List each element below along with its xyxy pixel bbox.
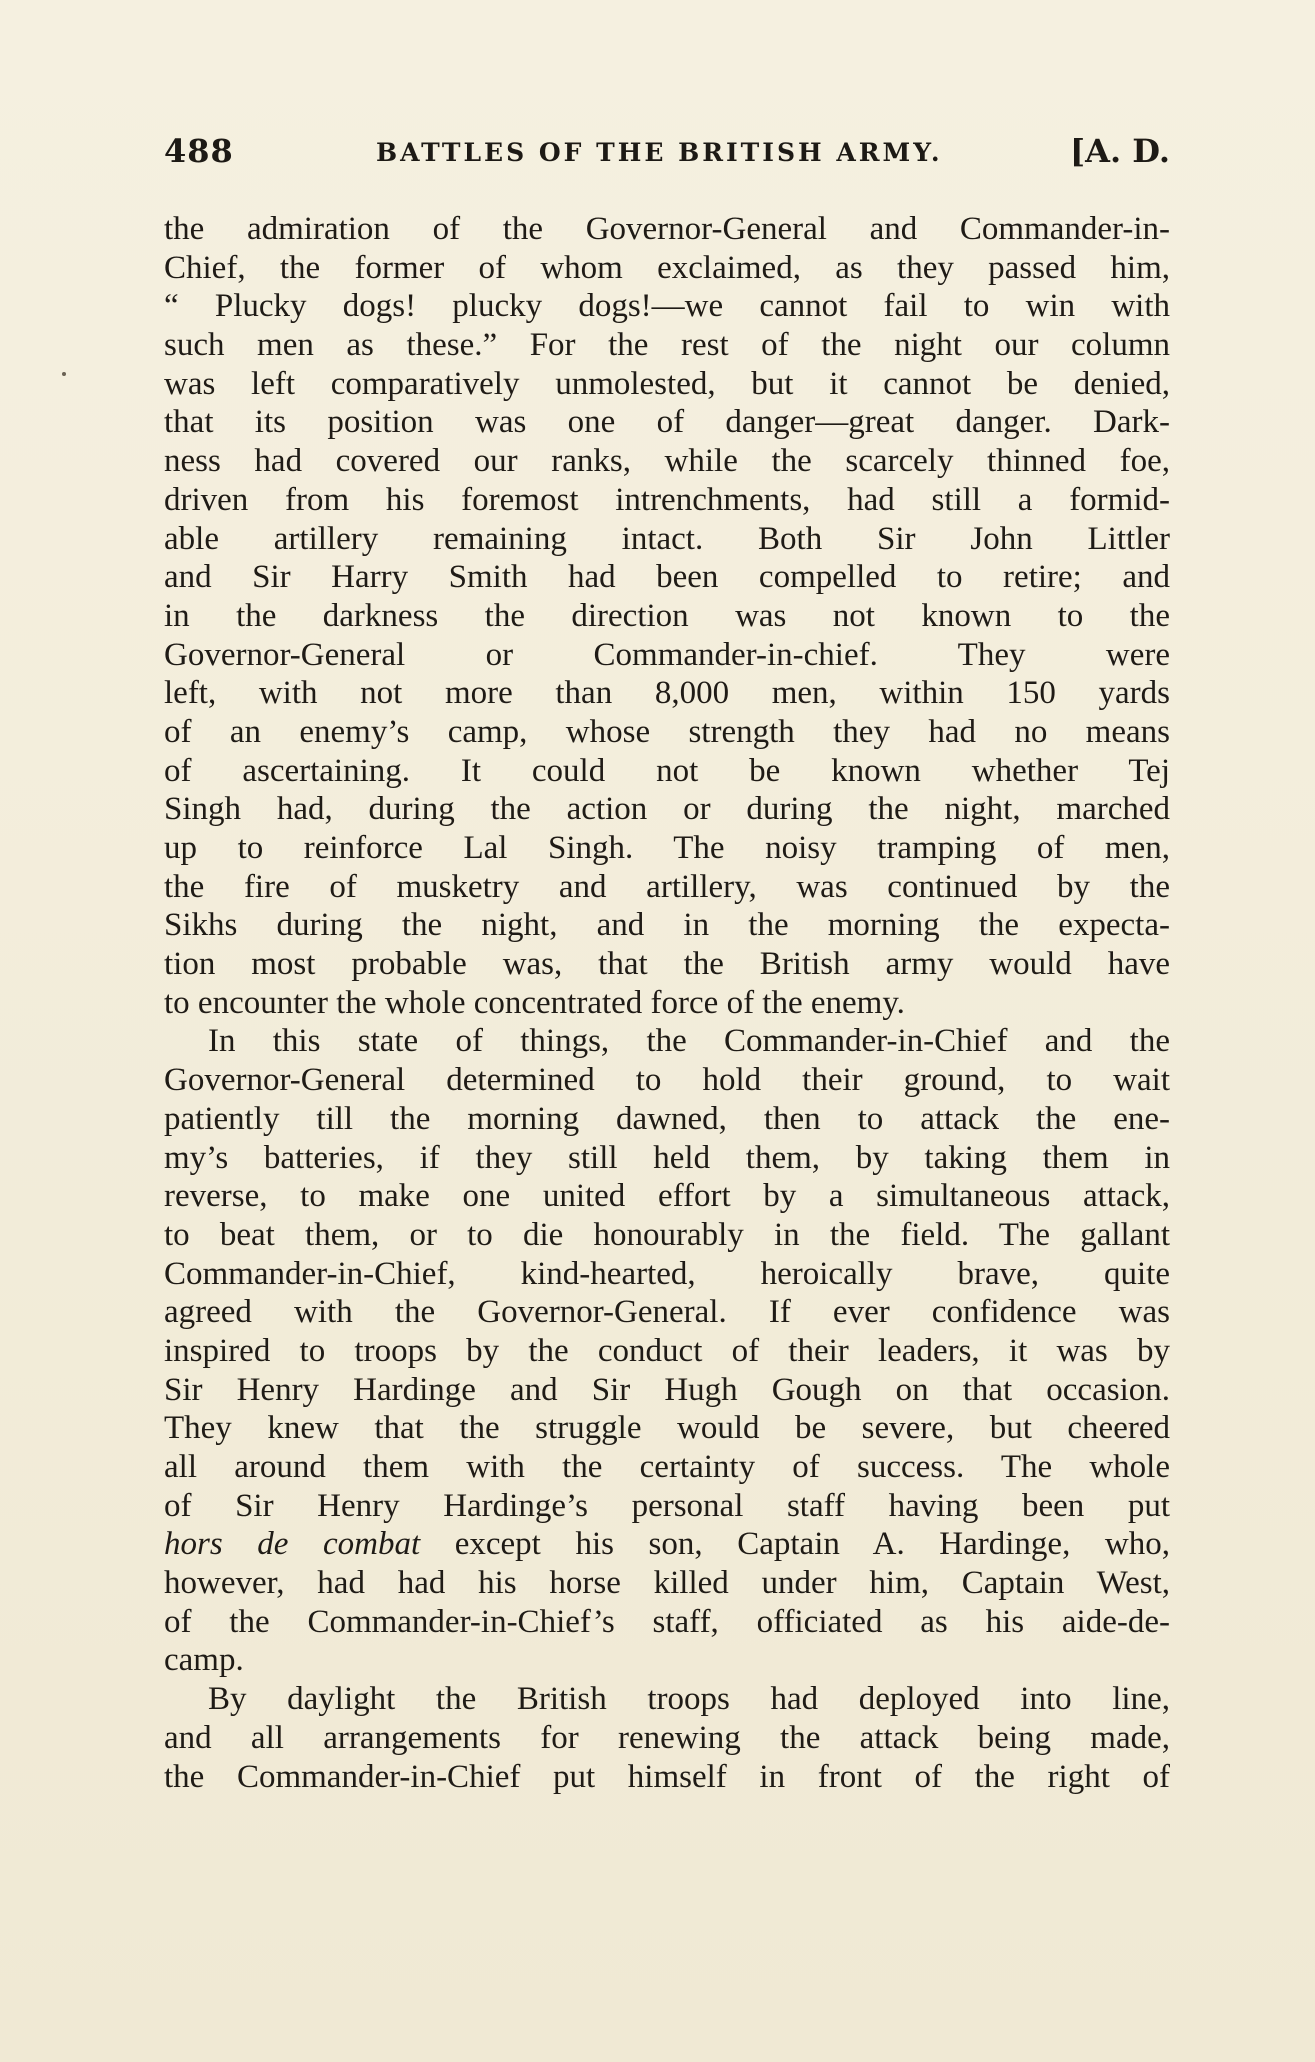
text-line: up to reinforce Lal Singh. The noisy tramping of men, — [164, 830, 1170, 866]
text-line: of Sir Henry Hardinge’s personal staff having been put — [164, 1487, 1170, 1524]
text-line: of the Commander-in-Chief’s staff, officiated as his aide-de- — [164, 1603, 1170, 1640]
text-line: They knew that the struggle would be severe, but cheered — [164, 1410, 1170, 1447]
text-line: all around them with the certainty of success. The whole — [164, 1449, 1170, 1485]
text-line: of an enemy’s camp, whose strength they had no means — [164, 713, 1170, 750]
text-line — [164, 1525, 1170, 1564]
text-line: Governor-General determined to hold their ground, to wait — [164, 1062, 1170, 1099]
text-line: driven from his foremost intrenchments, had still a formid- — [164, 481, 1170, 518]
paper-speck — [62, 372, 66, 376]
text-line: left, with not more than 8,000 men, within 150 yards — [164, 675, 1170, 712]
text-line: the admiration of the Governor-General and Commander-in- — [164, 211, 1170, 247]
italic-phrase: hors de combat — [164, 1526, 421, 1563]
running-title: BATTLES OF THE BRITISH ARMY. — [376, 138, 943, 167]
text-line: In this state of things, the Commander-in-Chief and the — [208, 1023, 1170, 1060]
text-line: inspired to troops by the conduct of their leaders, it was by — [164, 1332, 1170, 1369]
running-head — [164, 132, 1170, 180]
text-line: By daylight the British troops had deployed into line, — [208, 1681, 1170, 1718]
text-line: Chief, the former of whom exclaimed, as they passed him, — [164, 249, 1170, 286]
text-line: camp. — [164, 1642, 244, 1679]
line-text: except his son, Captain A. Hardinge, who, — [420, 1526, 1170, 1563]
text-line: such men as these.” For the rest of the night our column — [164, 327, 1170, 364]
text-line: the fire of musketry and artillery, was continued by the — [164, 868, 1170, 905]
text-line: that its position was one of danger—great danger. Dark- — [164, 404, 1170, 441]
text-line: to encounter the whole concentrated force of the enemy. — [164, 984, 905, 1021]
text-line: “ Plucky dogs! plucky dogs!—we cannot fail to win with — [164, 288, 1170, 325]
text-line: reverse, to make one united effort by a simultaneous attack, — [164, 1178, 1170, 1215]
page-number: 488 — [164, 132, 234, 170]
text-line: Sikhs during the night, and in the morning the expecta- — [164, 907, 1170, 944]
text-line: the Commander-in-Chief put himself in front of the right of — [164, 1758, 1170, 1795]
text-line: able artillery remaining intact. Both Sir John Littler — [164, 520, 1170, 557]
text-line: Sir Henry Hardinge and Sir Hugh Gough on that occasion. — [164, 1371, 1170, 1408]
text-line: tion most probable was, that the British army would have — [164, 946, 1170, 983]
text-line: to beat them, or to die honourably in the field. The gallant — [164, 1216, 1170, 1253]
text-line: and Sir Harry Smith had been compelled to retire; and — [164, 559, 1170, 596]
text-line: of ascertaining. It could not be known whether Tej — [164, 752, 1170, 789]
text-line: in the darkness the direction was not known to the — [164, 597, 1170, 634]
body-text — [164, 210, 1170, 1796]
text-line: agreed with the Governor-General. If ever confidence was — [164, 1294, 1170, 1331]
text-line: patiently till the morning dawned, then to attack the ene- — [164, 1100, 1170, 1137]
text-line: however, had had his horse killed under him, Captain West, — [164, 1565, 1170, 1602]
text-line: Governor-General or Commander-in-chief. They were — [164, 636, 1170, 673]
text-line: ness had covered our ranks, while the scarcely thinned foe, — [164, 443, 1170, 480]
text-line: and all arrangements for renewing the attack being made, — [164, 1719, 1170, 1756]
running-date-mark: [A. D. — [1070, 132, 1170, 170]
text-line: Commander-in-Chief, kind-hearted, heroically brave, quite — [164, 1255, 1170, 1292]
text-line: Singh had, during the action or during the night, marched — [164, 791, 1170, 828]
text-line: my’s batteries, if they still held them, by taking them in — [164, 1139, 1170, 1176]
text-line: was left comparatively unmolested, but it cannot be denied, — [164, 365, 1170, 402]
